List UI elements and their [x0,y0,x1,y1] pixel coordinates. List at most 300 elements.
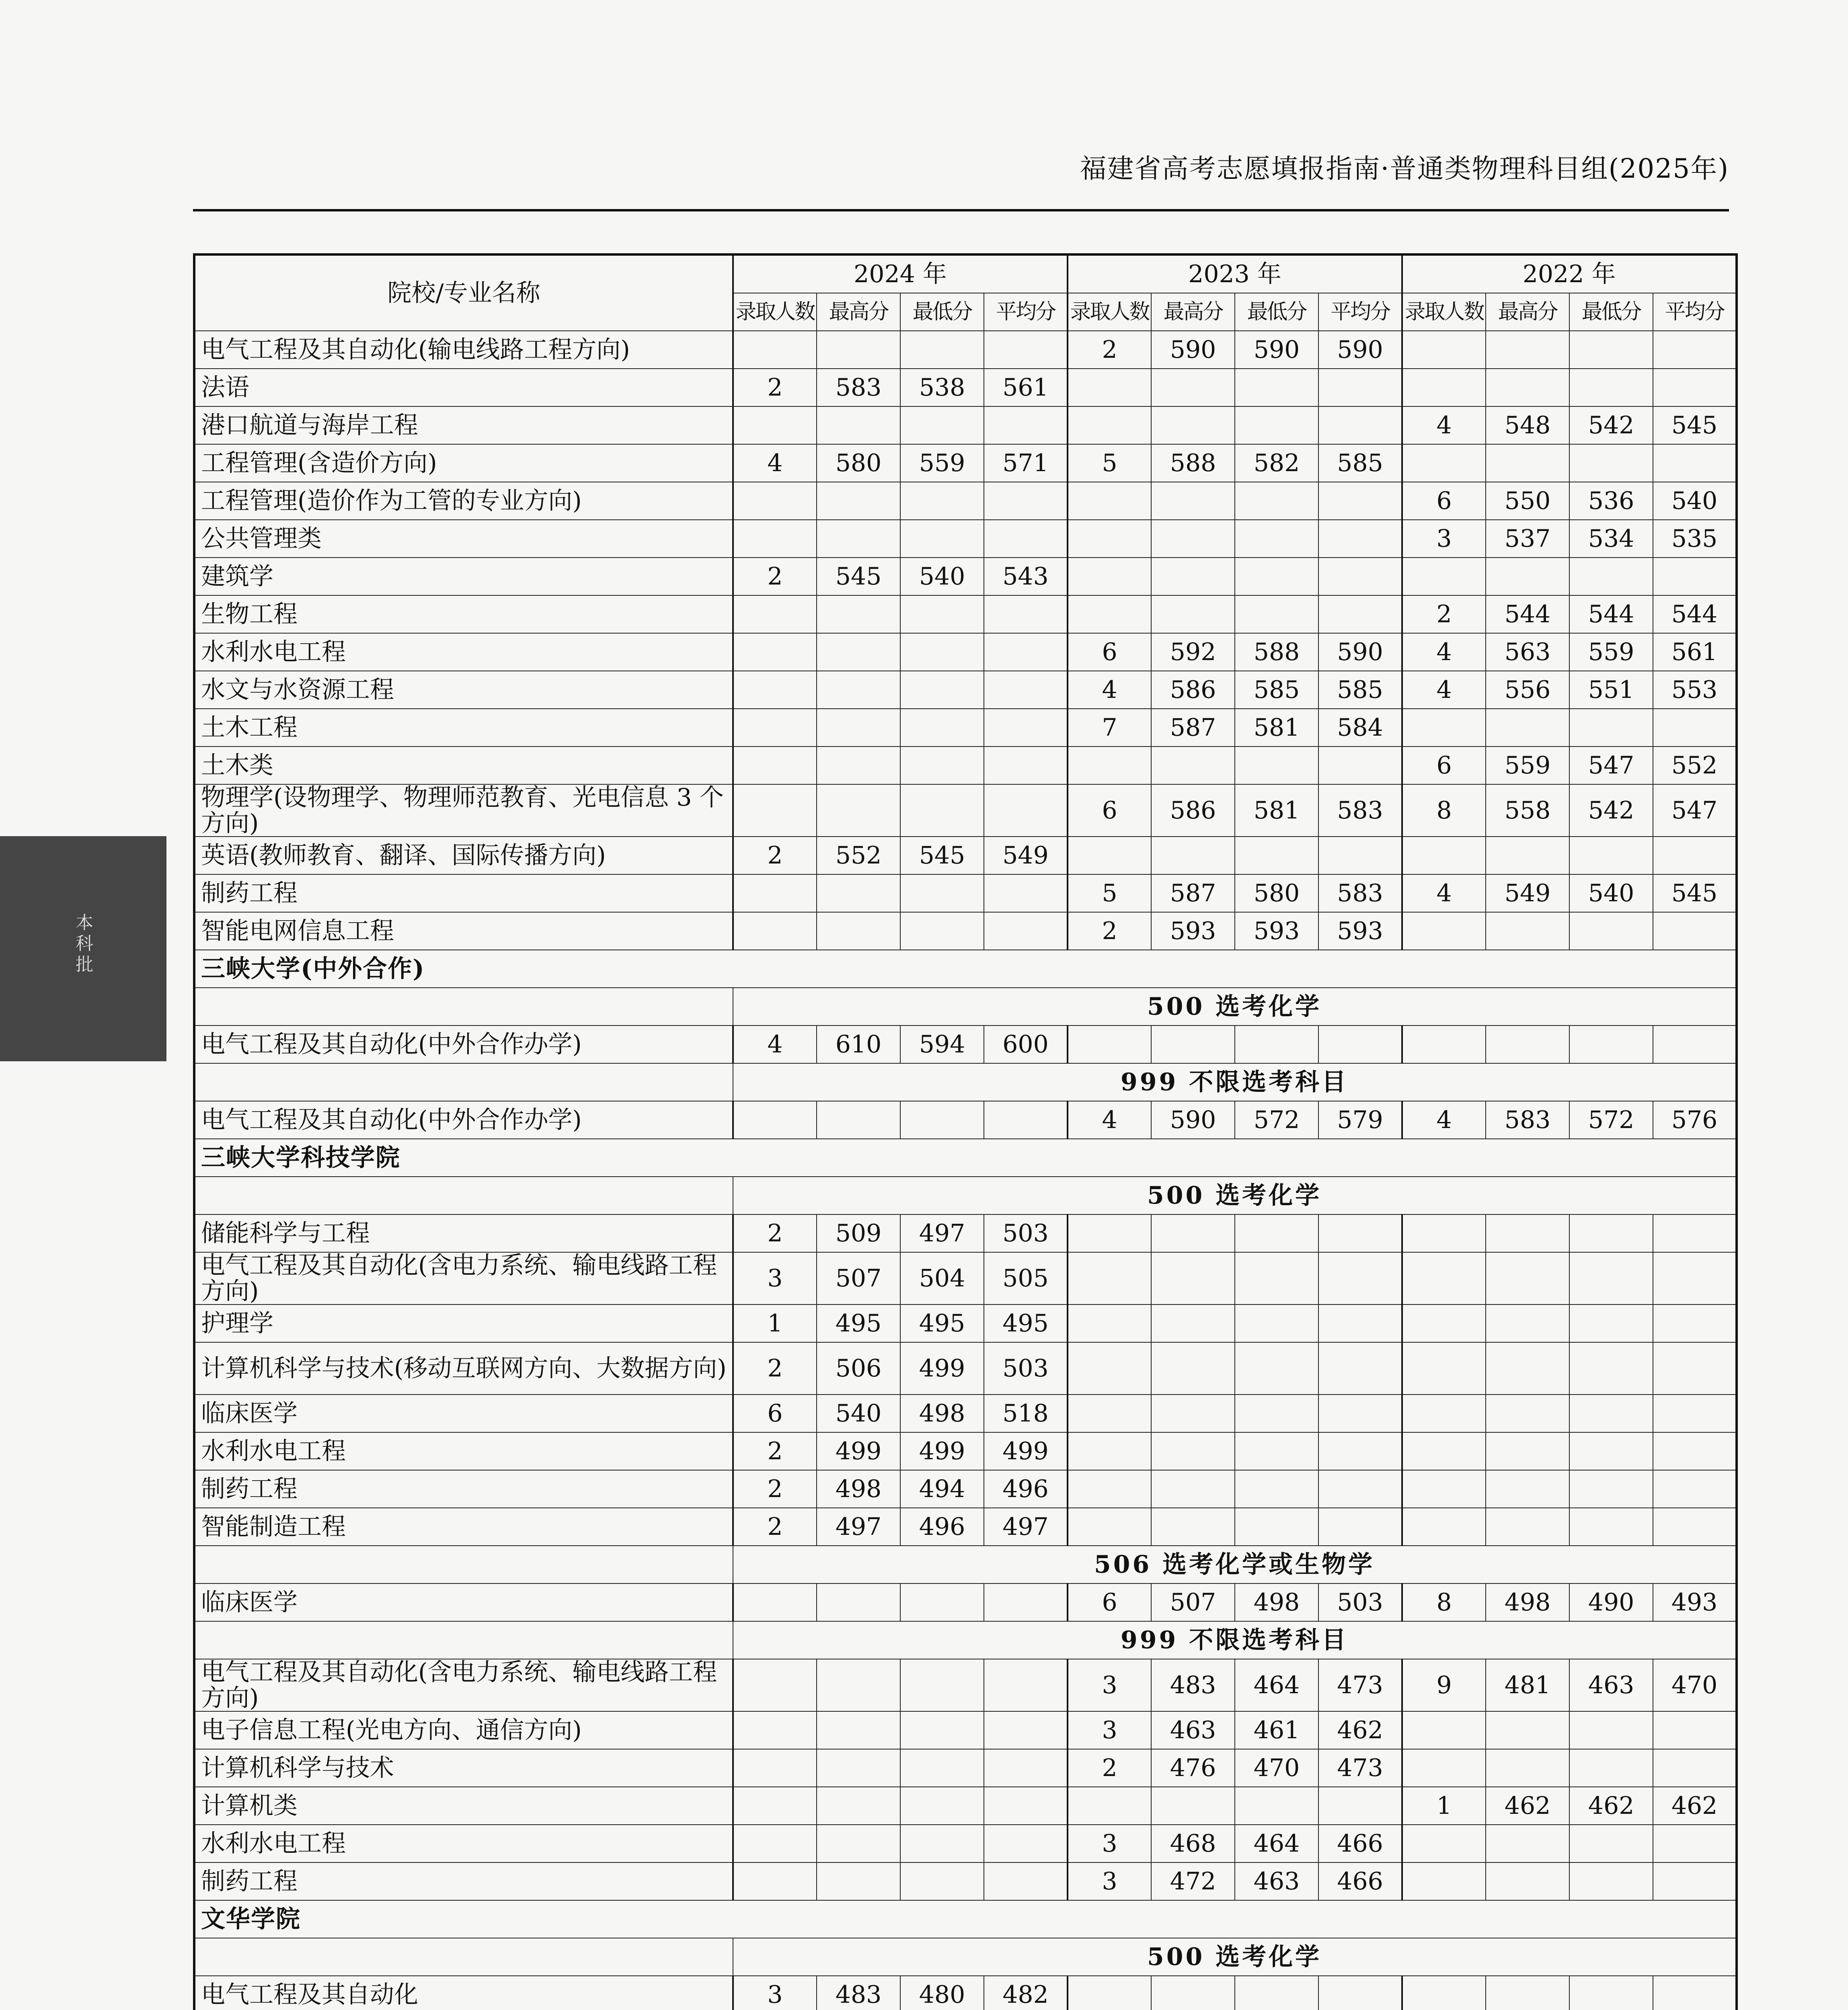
avg-score-2024: 518 [984,1395,1068,1432]
min-score-2024 [900,671,984,709]
major-name: 电气工程及其自动化(中外合作办学) [194,1101,733,1139]
min-score-2023 [1235,1304,1318,1342]
min-score-2022 [1569,709,1653,747]
sub-header-max: 最高分 [1151,293,1235,331]
min-score-2024: 496 [900,1508,984,1546]
admitted-count-2024: 2 [733,837,817,874]
min-score-2022 [1569,558,1653,595]
max-score-2022: 544 [1486,595,1569,633]
table-row [194,1101,1737,1139]
max-score-2023 [1151,1787,1235,1825]
admitted-count-2022: 4 [1402,406,1486,444]
max-score-2024 [817,633,900,671]
admitted-count-2024: 2 [733,1342,817,1395]
min-score-2023: 464 [1235,1659,1318,1711]
min-score-2022 [1569,1214,1653,1252]
max-score-2023 [1151,1026,1235,1063]
avg-score-2023 [1318,1470,1402,1508]
admitted-count-2024: 2 [733,1508,817,1546]
avg-score-2023 [1318,406,1402,444]
min-score-2024 [900,1583,984,1621]
admission-score-table [193,253,1738,2010]
name-column-header: 院校/专业名称 [194,254,733,331]
admitted-count-2022 [1402,1026,1486,1063]
min-score-2023: 590 [1235,331,1318,369]
min-score-2024 [900,1659,984,1711]
min-score-2023 [1235,1470,1318,1508]
min-score-2023 [1235,369,1318,406]
admitted-count-2024 [733,912,817,950]
avg-score-2022 [1653,1508,1737,1546]
min-score-2023: 581 [1235,709,1318,747]
admitted-count-2022 [1402,331,1486,369]
max-score-2023: 586 [1151,671,1235,709]
max-score-2022 [1486,1749,1569,1787]
header-row-years [194,254,1737,293]
avg-score-2022 [1653,1976,1737,2010]
school-name: 文华学院 [194,1900,1737,1938]
min-score-2022: 559 [1569,633,1653,671]
admitted-count-2024 [733,482,817,520]
max-score-2024 [817,671,900,709]
admitted-count-2023 [1068,1304,1151,1342]
max-score-2023: 483 [1151,1659,1235,1711]
table-row [194,369,1737,406]
max-score-2023 [1151,1342,1235,1395]
max-score-2022 [1486,1026,1569,1063]
school-row [194,1139,1737,1177]
min-score-2023: 581 [1235,784,1318,837]
admitted-count-2023 [1068,1342,1151,1395]
avg-score-2023: 584 [1318,709,1402,747]
avg-score-2024: 482 [984,1976,1068,2010]
admitted-count-2024 [733,671,817,709]
avg-score-2022: 561 [1653,633,1737,671]
max-score-2023: 590 [1151,1101,1235,1139]
max-score-2022: 462 [1486,1787,1569,1825]
avg-score-2024: 503 [984,1342,1068,1395]
admitted-count-2022 [1402,1342,1486,1395]
avg-score-2023 [1318,1508,1402,1546]
avg-score-2024 [984,482,1068,520]
min-score-2024: 504 [900,1252,984,1304]
admitted-count-2023 [1068,1508,1151,1546]
max-score-2024 [817,595,900,633]
max-score-2024: 583 [817,369,900,406]
admitted-count-2022: 4 [1402,1101,1486,1139]
avg-score-2023 [1318,369,1402,406]
major-name: 生物工程 [194,595,733,633]
table-row [194,1342,1737,1395]
admitted-count-2023 [1068,520,1151,558]
major-name: 计算机科学与技术 [194,1749,733,1787]
max-score-2023: 476 [1151,1749,1235,1787]
avg-score-2023: 473 [1318,1659,1402,1711]
min-score-2022: 490 [1569,1583,1653,1621]
max-score-2024 [817,406,900,444]
major-name: 电气工程及其自动化(含电力系统、输电线路工程方向) [194,1252,733,1304]
min-score-2022: 547 [1569,747,1653,784]
major-name: 护理学 [194,1304,733,1342]
max-score-2023 [1151,1432,1235,1470]
avg-score-2022 [1653,1862,1737,1900]
avg-score-2024 [984,1749,1068,1787]
table-body [194,331,1737,2010]
max-score-2024: 580 [817,444,900,482]
admitted-count-2023 [1068,1026,1151,1063]
max-score-2023 [1151,369,1235,406]
major-name: 港口航道与海岸工程 [194,406,733,444]
table-row [194,1214,1737,1252]
max-score-2023: 463 [1151,1711,1235,1749]
table-row [194,747,1737,784]
avg-score-2022: 545 [1653,406,1737,444]
avg-score-2023: 579 [1318,1101,1402,1139]
avg-score-2023 [1318,1026,1402,1063]
table-row [194,1862,1737,1900]
header-rule [193,209,1729,211]
avg-score-2024 [984,784,1068,837]
avg-score-2023 [1318,1342,1402,1395]
max-score-2023: 472 [1151,1862,1235,1900]
max-score-2024: 499 [817,1432,900,1470]
min-score-2024 [900,595,984,633]
table-row [194,1395,1737,1432]
admitted-count-2024: 2 [733,1214,817,1252]
max-score-2022: 548 [1486,406,1569,444]
avg-score-2022 [1653,331,1737,369]
min-score-2023 [1235,595,1318,633]
admitted-count-2023 [1068,837,1151,874]
admitted-count-2022 [1402,1395,1486,1432]
max-score-2024 [817,331,900,369]
admitted-count-2024: 2 [733,1432,817,1470]
min-score-2023 [1235,837,1318,874]
admitted-count-2024: 4 [733,1026,817,1063]
min-score-2024 [900,1825,984,1862]
blank-cell [194,1938,733,1976]
admitted-count-2023: 7 [1068,709,1151,747]
admitted-count-2023: 3 [1068,1825,1151,1862]
admitted-count-2024 [733,595,817,633]
admitted-count-2024: 6 [733,1395,817,1432]
avg-score-2024: 561 [984,369,1068,406]
admitted-count-2023: 5 [1068,444,1151,482]
admitted-count-2023 [1068,1252,1151,1304]
admitted-count-2023 [1068,595,1151,633]
avg-score-2022 [1653,837,1737,874]
max-score-2024 [817,912,900,950]
admitted-count-2022: 4 [1402,633,1486,671]
year-header-2023: 2023 年 [1068,254,1402,293]
min-score-2023 [1235,1252,1318,1304]
admitted-count-2022: 6 [1402,482,1486,520]
blank-cell [194,1546,733,1583]
admitted-count-2023: 4 [1068,1101,1151,1139]
section-side-tab [0,836,166,1061]
min-score-2024: 499 [900,1342,984,1395]
major-name: 制药工程 [194,874,733,912]
sub-header-admitted: 录取人数 [1402,293,1486,331]
avg-score-2024 [984,1583,1068,1621]
major-name: 工程管理(造价作为工管的专业方向) [194,482,733,520]
avg-score-2024: 497 [984,1508,1068,1546]
major-name: 临床医学 [194,1395,733,1432]
avg-score-2023 [1318,558,1402,595]
min-score-2023 [1235,406,1318,444]
admitted-count-2022 [1402,1214,1486,1252]
avg-score-2023: 590 [1318,633,1402,671]
admitted-count-2024 [733,874,817,912]
max-score-2024 [817,709,900,747]
min-score-2024 [900,482,984,520]
max-score-2024: 552 [817,837,900,874]
max-score-2024: 540 [817,1395,900,1432]
min-score-2022 [1569,1508,1653,1546]
min-score-2024 [900,1862,984,1900]
admitted-count-2024 [733,520,817,558]
min-score-2022 [1569,1862,1653,1900]
min-score-2022: 534 [1569,520,1653,558]
min-score-2024 [900,1711,984,1749]
avg-score-2023 [1318,1787,1402,1825]
subject-requirement: 500 选考化学 [733,988,1737,1026]
school-row [194,1900,1737,1938]
avg-score-2023 [1318,1432,1402,1470]
table-row [194,520,1737,558]
major-name: 水利水电工程 [194,1825,733,1862]
admitted-count-2023: 2 [1068,1749,1151,1787]
admitted-count-2023: 4 [1068,671,1151,709]
admitted-count-2023 [1068,1470,1151,1508]
sub-header-max: 最高分 [1486,293,1569,331]
max-score-2023 [1151,406,1235,444]
min-score-2023 [1235,520,1318,558]
max-score-2022 [1486,444,1569,482]
avg-score-2024 [984,1862,1068,1900]
min-score-2023: 463 [1235,1862,1318,1900]
avg-score-2023: 585 [1318,444,1402,482]
min-score-2023 [1235,747,1318,784]
running-header: 福建省高考志愿填报指南·普通类物理科目组(2025年) [1080,153,1729,184]
major-name: 电气工程及其自动化(中外合作办学) [194,1026,733,1063]
table-row [194,1787,1737,1825]
avg-score-2022: 544 [1653,595,1737,633]
admitted-count-2024: 3 [733,1252,817,1304]
admitted-count-2023 [1068,1395,1151,1432]
min-score-2024 [900,520,984,558]
avg-score-2022 [1653,444,1737,482]
max-score-2022: 558 [1486,784,1569,837]
avg-score-2022 [1653,1342,1737,1395]
min-score-2024 [900,1787,984,1825]
table-row [194,1304,1737,1342]
admitted-count-2022 [1402,1432,1486,1470]
min-score-2023: 464 [1235,1825,1318,1862]
admitted-count-2024 [733,331,817,369]
avg-score-2023: 466 [1318,1825,1402,1862]
admitted-count-2022: 3 [1402,520,1486,558]
table-row [194,595,1737,633]
min-score-2023: 585 [1235,671,1318,709]
major-name: 建筑学 [194,558,733,595]
min-score-2022 [1569,912,1653,950]
max-score-2022 [1486,1342,1569,1395]
admitted-count-2022 [1402,1976,1486,2010]
admitted-count-2023: 5 [1068,874,1151,912]
min-score-2024: 594 [900,1026,984,1063]
major-name: 智能制造工程 [194,1508,733,1546]
max-score-2023 [1151,1470,1235,1508]
avg-score-2024: 600 [984,1026,1068,1063]
min-score-2022: 551 [1569,671,1653,709]
min-score-2023: 588 [1235,633,1318,671]
max-score-2022 [1486,1470,1569,1508]
admitted-count-2023 [1068,406,1151,444]
min-score-2024 [900,406,984,444]
avg-score-2024: 495 [984,1304,1068,1342]
max-score-2022 [1486,331,1569,369]
table-row [194,1825,1737,1862]
major-name: 土木类 [194,747,733,784]
admitted-count-2023 [1068,369,1151,406]
avg-score-2024: 549 [984,837,1068,874]
min-score-2023 [1235,482,1318,520]
avg-score-2024 [984,747,1068,784]
max-score-2023 [1151,1508,1235,1546]
table-row [194,1749,1737,1787]
admitted-count-2022: 4 [1402,874,1486,912]
min-score-2022: 462 [1569,1787,1653,1825]
admitted-count-2022 [1402,369,1486,406]
max-score-2023 [1151,747,1235,784]
admitted-count-2024 [733,1825,817,1862]
admitted-count-2023 [1068,747,1151,784]
admitted-count-2022 [1402,558,1486,595]
max-score-2022 [1486,709,1569,747]
avg-score-2022 [1653,1432,1737,1470]
admitted-count-2022: 2 [1402,595,1486,633]
table-row [194,558,1737,595]
blank-cell [194,1177,733,1214]
sub-header-avg: 平均分 [1318,293,1402,331]
avg-score-2024 [984,1825,1068,1862]
max-score-2023: 593 [1151,912,1235,950]
avg-score-2024 [984,331,1068,369]
max-score-2022 [1486,1862,1569,1900]
sub-header-min: 最低分 [1569,293,1653,331]
admitted-count-2024 [733,747,817,784]
admitted-count-2023: 3 [1068,1862,1151,1900]
avg-score-2024: 543 [984,558,1068,595]
table-row [194,1470,1737,1508]
min-score-2023 [1235,1026,1318,1063]
avg-score-2022: 470 [1653,1659,1737,1711]
avg-score-2022: 535 [1653,520,1737,558]
table-row [194,709,1737,747]
admitted-count-2024 [733,1101,817,1139]
min-score-2022: 544 [1569,595,1653,633]
table-row [194,482,1737,520]
max-score-2022: 537 [1486,520,1569,558]
avg-score-2023 [1318,1976,1402,2010]
min-score-2022 [1569,1026,1653,1063]
min-score-2024 [900,1101,984,1139]
min-score-2024: 545 [900,837,984,874]
max-score-2022 [1486,1825,1569,1862]
max-score-2024: 498 [817,1470,900,1508]
subject-requirement: 999 不限选考科目 [733,1063,1737,1101]
admitted-count-2023: 2 [1068,331,1151,369]
min-score-2024 [900,784,984,837]
avg-score-2022 [1653,1395,1737,1432]
avg-score-2024 [984,874,1068,912]
min-score-2023 [1235,1342,1318,1395]
avg-score-2023 [1318,595,1402,633]
min-score-2024: 540 [900,558,984,595]
max-score-2022 [1486,1252,1569,1304]
avg-score-2023: 466 [1318,1862,1402,1900]
avg-score-2023: 593 [1318,912,1402,950]
admitted-count-2023 [1068,1214,1151,1252]
admitted-count-2022: 6 [1402,747,1486,784]
avg-score-2022 [1653,1470,1737,1508]
admitted-count-2023 [1068,1976,1151,2010]
max-score-2024 [817,1711,900,1749]
min-score-2024 [900,331,984,369]
max-score-2024 [817,482,900,520]
table-row [194,1252,1737,1304]
min-score-2024: 499 [900,1432,984,1470]
admitted-count-2022: 9 [1402,1659,1486,1711]
admitted-count-2024: 3 [733,1976,817,2010]
max-score-2023 [1151,1214,1235,1252]
major-name: 物理学(设物理学、物理师范教育、光电信息 3 个方向) [194,784,733,837]
max-score-2022 [1486,369,1569,406]
max-score-2022 [1486,558,1569,595]
side-tab-label: 本科批 [76,913,93,975]
table-row [194,1976,1737,2010]
max-score-2022: 556 [1486,671,1569,709]
admitted-count-2022 [1402,1304,1486,1342]
avg-score-2023: 590 [1318,331,1402,369]
major-name: 计算机科学与技术(移动互联网方向、大数据方向) [194,1342,733,1395]
max-score-2024 [817,1787,900,1825]
avg-score-2024: 505 [984,1252,1068,1304]
min-score-2022: 542 [1569,784,1653,837]
max-score-2024 [817,1101,900,1139]
min-score-2023: 498 [1235,1583,1318,1621]
blank-cell [194,1621,733,1659]
max-score-2022: 563 [1486,633,1569,671]
min-score-2023 [1235,1976,1318,2010]
min-score-2022 [1569,369,1653,406]
avg-score-2023 [1318,1252,1402,1304]
major-name: 电气工程及其自动化(输电线路工程方向) [194,331,733,369]
admitted-count-2023: 6 [1068,1583,1151,1621]
avg-score-2022 [1653,1252,1737,1304]
major-name: 水利水电工程 [194,633,733,671]
admitted-count-2024 [733,784,817,837]
sub-header-admitted: 录取人数 [1068,293,1151,331]
min-score-2022 [1569,444,1653,482]
avg-score-2024 [984,1711,1068,1749]
major-name: 电气工程及其自动化(含电力系统、输电线路工程方向) [194,1659,733,1711]
avg-score-2023: 583 [1318,784,1402,837]
year-header-2024: 2024 年 [733,254,1068,293]
max-score-2023 [1151,1252,1235,1304]
major-name: 水文与水资源工程 [194,671,733,709]
